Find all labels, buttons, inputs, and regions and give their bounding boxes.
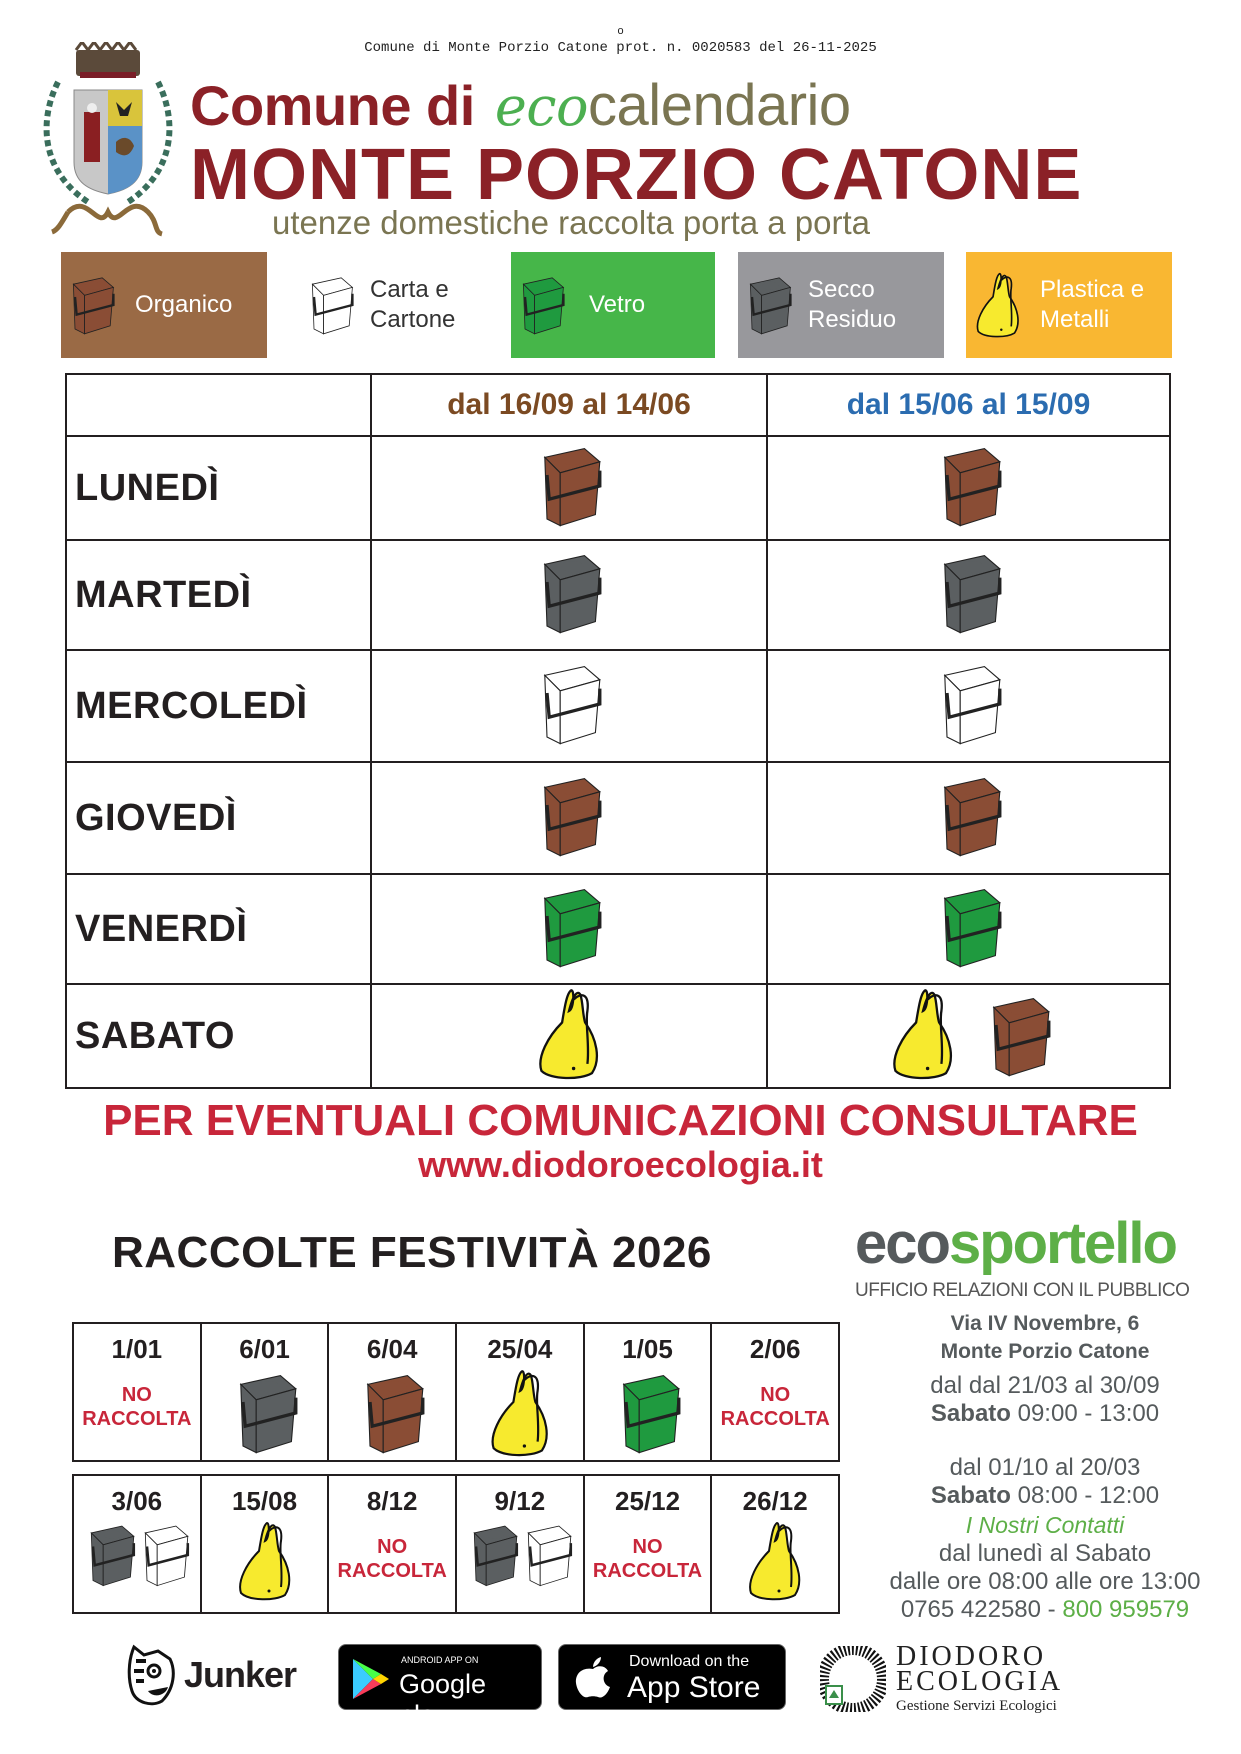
table-row xyxy=(66,436,1170,540)
holiday-cell xyxy=(712,1476,838,1612)
table-row xyxy=(66,540,1170,650)
title-comune-di xyxy=(190,72,851,139)
period-1-time: 09:00 - 13:00 xyxy=(1017,1400,1160,1427)
diodoro-sun-icon xyxy=(820,1646,890,1712)
yellow-bag-icon xyxy=(486,1369,554,1457)
bin-gray-icon xyxy=(744,272,792,338)
bin-gray-icon xyxy=(933,549,1005,637)
app-store-button[interactable] xyxy=(558,1644,786,1710)
holiday-date: 26/12 xyxy=(742,1486,808,1516)
day-label: MERCOLEDÌ xyxy=(66,650,371,762)
table-header-row xyxy=(66,374,1170,436)
bin-white-icon xyxy=(138,1521,190,1589)
no-collection-label xyxy=(593,1535,702,1583)
winter-cell xyxy=(371,762,767,874)
protocol-mark: o xyxy=(617,26,624,38)
no-text: NO xyxy=(760,1384,791,1406)
legend-carta xyxy=(300,252,490,358)
no-collection-label xyxy=(338,1535,447,1583)
diodoro-text: DIODORO xyxy=(896,1641,1047,1672)
no-text: NO xyxy=(632,1536,663,1558)
holiday-date: 25/04 xyxy=(487,1334,553,1364)
legend-organico xyxy=(61,252,267,358)
period-1-day: Sabato xyxy=(930,1400,1011,1427)
address-line-1: Via IV Novembre, 6 xyxy=(950,1312,1140,1335)
bin-white-icon xyxy=(533,660,605,748)
legend-vetro xyxy=(511,252,715,358)
yellow-bag-icon xyxy=(972,272,1024,338)
legend-label-line2: Cartone xyxy=(370,306,456,333)
holiday-date: 1/01 xyxy=(111,1334,163,1364)
bin-brown-icon xyxy=(933,442,1005,530)
holiday-cell xyxy=(712,1324,838,1460)
notice-website-link[interactable]: www.diodoroecologia.it xyxy=(418,1144,823,1185)
period-2-hours xyxy=(855,1482,1235,1510)
comune-di-text: Comune di xyxy=(190,74,475,137)
holiday-date: 9/12 xyxy=(494,1486,546,1516)
legend-label-line1: Secco xyxy=(808,276,875,303)
legend-secco xyxy=(738,252,944,358)
yellow-bag-icon xyxy=(233,1521,297,1601)
holidays-row-2 xyxy=(72,1474,840,1614)
day-label: LUNEDÌ xyxy=(66,436,371,540)
google-play-icon xyxy=(351,1657,391,1701)
summer-cell xyxy=(767,874,1170,984)
table-row xyxy=(66,984,1170,1088)
contacts-days: dal lunedì al Sabato xyxy=(938,1540,1152,1567)
phone-2[interactable]: 800 959579 xyxy=(1062,1596,1190,1623)
holiday-cell xyxy=(202,1324,330,1460)
holiday-cell xyxy=(74,1324,202,1460)
zebra-icon xyxy=(124,1641,178,1709)
google-small-text: ANDROID APP ON xyxy=(401,1655,479,1665)
yellow-bag-icon xyxy=(743,1521,807,1601)
day-label: SABATO xyxy=(66,984,371,1088)
winter-cell xyxy=(371,874,767,984)
google-big-text: Google play xyxy=(399,1669,487,1730)
calendario-text: calendario xyxy=(588,73,851,138)
apple-icon xyxy=(575,1657,611,1699)
phone-1[interactable]: 0765 422580 xyxy=(900,1596,1042,1623)
apple-big-text: App Store xyxy=(627,1671,761,1704)
holiday-cell xyxy=(585,1324,713,1460)
holiday-date: 6/01 xyxy=(239,1334,290,1364)
eco-text: eco xyxy=(494,75,589,138)
winter-cell xyxy=(371,436,767,540)
bin-gray-icon xyxy=(228,1369,302,1457)
bin-brown-icon xyxy=(355,1369,429,1457)
summer-cell xyxy=(767,762,1170,874)
legend-label-line1: Plastica e xyxy=(1040,276,1145,303)
bin-brown-icon xyxy=(933,772,1005,860)
legend-label: Vetro xyxy=(589,291,646,318)
holiday-cell xyxy=(457,1476,585,1612)
holiday-cell xyxy=(329,1476,457,1612)
notice-line: PER EVENTUALI COMUNICAZIONI CONSULTARE xyxy=(103,1096,1138,1145)
holiday-cell xyxy=(202,1476,330,1612)
no-collection-label xyxy=(82,1383,191,1431)
day-label: GIOVEDÌ xyxy=(66,762,371,874)
table-row xyxy=(66,874,1170,984)
bin-gray-icon xyxy=(533,549,605,637)
no-text: NO xyxy=(377,1536,408,1558)
apple-small-text: Download on the xyxy=(629,1653,750,1670)
bin-green-icon xyxy=(611,1369,685,1457)
contacts-hours: dalle ore 08:00 alle ore 13:00 xyxy=(889,1568,1201,1595)
diodoro-ecologia-logo xyxy=(896,1641,1064,1715)
phone-separator: - xyxy=(1041,1596,1063,1623)
raccolta-text: RACCOLTA xyxy=(720,1408,830,1430)
holiday-cell xyxy=(585,1476,713,1612)
legend-label-line2: Metalli xyxy=(1040,306,1110,333)
ecologia-text: ECOLOGIA xyxy=(896,1666,1064,1698)
summer-cell xyxy=(767,984,1170,1088)
subtitle: utenze domestiche raccolta porta a porta xyxy=(272,204,871,241)
protocol-line: Comune di Monte Porzio Catone prot. n. 0020583 del 26-11-2025 xyxy=(364,40,877,56)
legend-plastica xyxy=(966,252,1172,358)
winter-cell xyxy=(371,540,767,650)
header-empty xyxy=(66,374,371,436)
yellow-bag-icon xyxy=(884,988,962,1080)
legend-label-line1: Carta e xyxy=(370,276,449,303)
contacts-title: I Nostri Contatti xyxy=(965,1512,1125,1538)
legend-label-line2: Residuo xyxy=(808,306,897,333)
holiday-cell xyxy=(74,1476,202,1612)
raccolta-text: RACCOLTA xyxy=(337,1560,447,1582)
phone-numbers xyxy=(855,1596,1235,1624)
bin-gray-icon xyxy=(84,1521,136,1589)
no-text: NO xyxy=(121,1384,152,1406)
diodoro-tagline: Gestione Servizi Ecologici xyxy=(896,1698,1057,1715)
holiday-cell xyxy=(457,1324,585,1460)
junker-logo[interactable] xyxy=(124,1640,324,1710)
summer-cell xyxy=(767,540,1170,650)
holiday-date: 15/08 xyxy=(231,1486,298,1516)
municipal-crest-logo xyxy=(38,42,178,242)
holidays-row-1 xyxy=(72,1322,840,1462)
holidays-title: RACCOLTE FESTIVITÀ 2026 xyxy=(112,1228,712,1277)
address-line-2: Monte Porzio Catone xyxy=(940,1340,1150,1363)
raccolta-text: RACCOLTA xyxy=(592,1560,703,1582)
yellow-bag-icon xyxy=(530,988,608,1080)
bin-white-icon xyxy=(521,1521,573,1589)
bin-white-icon xyxy=(933,660,1005,748)
bin-gray-icon xyxy=(467,1521,519,1589)
ecosportello-logo xyxy=(855,1210,1176,1277)
town-title: MONTE PORZIO CATONE xyxy=(190,135,1083,215)
holiday-date: 1/05 xyxy=(622,1334,673,1364)
holiday-date: 3/06 xyxy=(111,1486,163,1516)
bin-green-icon xyxy=(933,883,1005,971)
summer-cell xyxy=(767,436,1170,540)
day-label: VENERDÌ xyxy=(66,874,371,984)
logo-eco: eco xyxy=(855,1211,949,1276)
bin-brown-icon xyxy=(982,992,1054,1080)
period-2-day: Sabato xyxy=(930,1482,1011,1509)
holiday-date: 2/06 xyxy=(749,1334,801,1364)
bin-brown-icon xyxy=(67,272,115,338)
holiday-date: 25/12 xyxy=(614,1486,681,1516)
holiday-cell xyxy=(329,1324,457,1460)
day-label: MARTEDÌ xyxy=(66,540,371,650)
bin-brown-icon xyxy=(533,442,605,530)
header-summer-period: dal 15/06 al 15/09 xyxy=(767,374,1170,436)
winter-cell xyxy=(371,650,767,762)
table-row xyxy=(66,650,1170,762)
urp-label: UFFICIO RELAZIONI CON IL PUBBLICO xyxy=(855,1280,1190,1301)
period-1-hours xyxy=(855,1400,1235,1428)
bin-white-icon xyxy=(306,272,354,338)
winter-cell xyxy=(371,984,767,1088)
legend-label: Organico xyxy=(135,291,233,318)
legend-label xyxy=(808,275,896,335)
summer-cell xyxy=(767,650,1170,762)
bin-green-icon xyxy=(533,883,605,971)
period-2: dal 01/10 al 20/03 xyxy=(949,1454,1141,1481)
legend-label xyxy=(1040,275,1144,335)
raccolta-text: RACCOLTA xyxy=(82,1408,192,1430)
holiday-date: 8/12 xyxy=(366,1486,418,1516)
weekly-schedule-table xyxy=(65,373,1171,1089)
period-2-time: 08:00 - 12:00 xyxy=(1017,1482,1160,1509)
bin-green-icon xyxy=(517,272,565,338)
legend-label xyxy=(370,275,455,335)
junker-label: Junker xyxy=(184,1654,297,1695)
bin-brown-icon xyxy=(533,772,605,860)
header-winter-period: dal 16/09 al 14/06 xyxy=(371,374,767,436)
table-row xyxy=(66,762,1170,874)
holiday-date: 6/04 xyxy=(366,1334,418,1364)
logo-sportello: sportello xyxy=(948,1211,1176,1276)
google-play-button[interactable] xyxy=(338,1644,542,1730)
no-collection-label xyxy=(721,1383,830,1431)
period-1: dal dal 21/03 al 30/09 xyxy=(930,1372,1160,1399)
